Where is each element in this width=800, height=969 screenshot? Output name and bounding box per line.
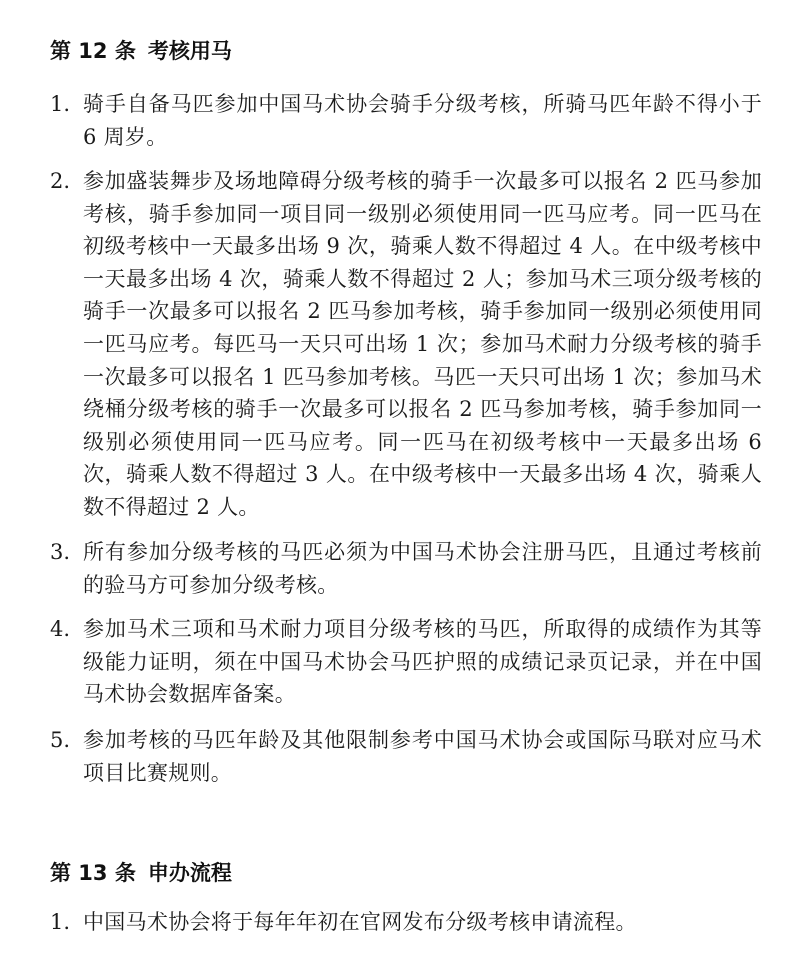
item-number: 1. [50,910,71,934]
item-text: 中国马术协会将于每年年初在官网发布分级考核申请流程。 [83,910,637,934]
item-number: 3. [50,540,71,564]
article-13-item-1 [50,906,762,939]
article-12-number: 第 12 条 [50,39,136,63]
article-12-heading [50,38,232,64]
item-number: 1. [50,92,71,116]
article-12-title: 考核用马 [147,39,232,63]
article-13-number: 第 13 条 [50,861,136,885]
article-12-item-5 [50,724,762,789]
item-number: 4. [50,617,71,641]
item-text: 骑手自备马匹参加中国马术协会骑手分级考核，所骑马匹年龄不得小于 6 周岁。 [83,92,762,149]
item-text: 参加盛装舞步及场地障碍分级考核的骑手一次最多可以报名 2 匹马参加考核，骑手参加同一项目同一级别必须使用同一匹马应考。同一匹马在初级考核中一天最多出场 9 次，骑乘人数不得超过 4 人。在中级考核中一天最多出场 4 次，骑乘人数不得超过 2 人；参加马术三项分级考核的骑手一次最多可以报名 2 匹马参加考核，骑手参加同一级别必须使用同一匹马应考。每匹马一天只可出场 1 次；参加马术耐力分级考核的骑手一次最多可以报名 1 匹马参加考核。马匹一天只可出场 1 次；参加马术绕桶分级考核的骑手一次最多可以报名 2 匹马参加考核，骑手参加同一级别必须使用同一匹马应考。同一匹马在初级考核中一天最多出场 6 次，骑乘人数不得超过 3 人。在中级考核中一天最多出场 4 次，骑乘人数不得超过 2 人。 [83,169,762,519]
item-number: 2. [50,169,71,193]
item-number: 5. [50,728,71,752]
item-text: 参加马术三项和马术耐力项目分级考核的马匹，所取得的成绩作为其等级能力证明，须在中国马术协会马匹护照的成绩记录页记录，并在中国马术协会数据库备案。 [83,617,762,707]
item-text: 所有参加分级考核的马匹必须为中国马术协会注册马匹，且通过考核前的验马方可参加分级考核。 [83,540,762,597]
article-13-heading [50,860,232,886]
article-13-title: 申办流程 [147,861,232,885]
article-12-item-4 [50,613,762,711]
article-12-item-2 [50,165,762,524]
article-12-item-1 [50,88,762,153]
item-text: 参加考核的马匹年龄及其他限制参考中国马术协会或国际马联对应马术项目比赛规则。 [83,728,762,785]
article-12-item-3 [50,536,762,601]
